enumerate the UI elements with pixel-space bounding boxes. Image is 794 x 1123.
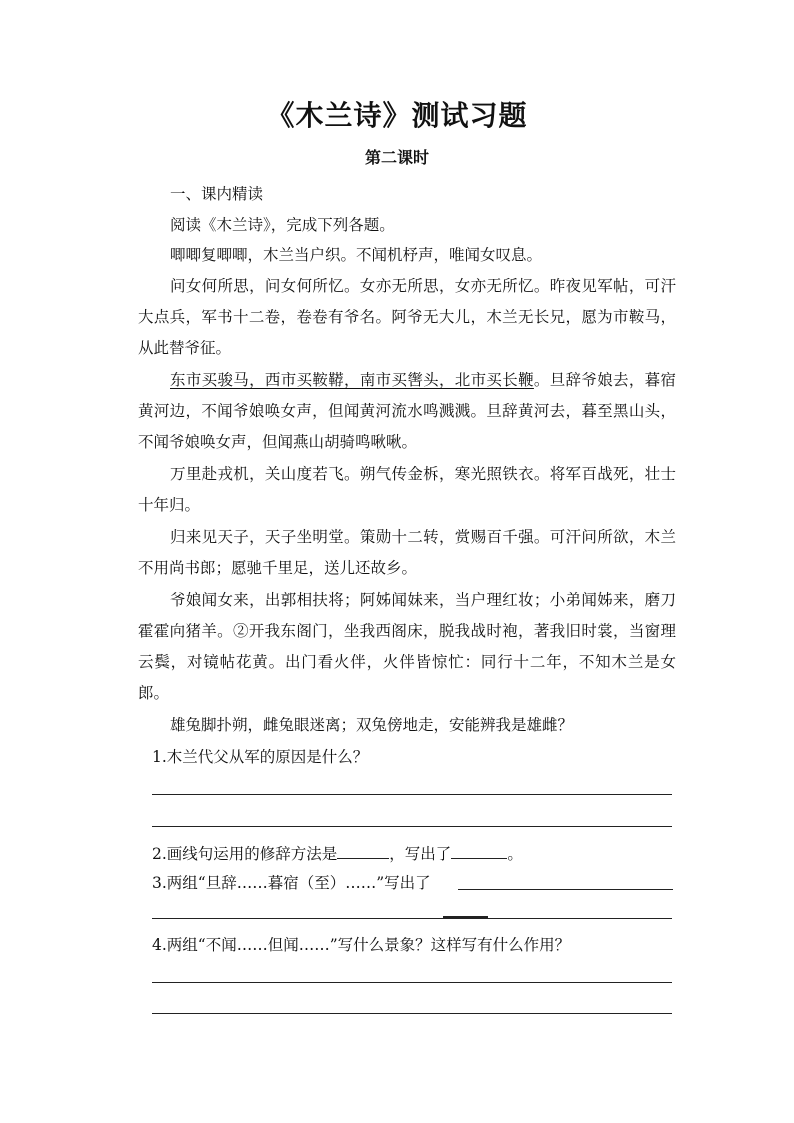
question-2	[152, 840, 523, 866]
answer-blank-q2-rhetoric[interactable]	[337, 840, 389, 859]
answer-line-q3-b[interactable]	[152, 918, 672, 919]
instruction-text: 阅读《木兰诗》，完成下列各题。	[170, 216, 395, 234]
question-3: 3.两组“旦辞……暮宿（至）……”写出了	[152, 874, 431, 892]
answer-line-q1-b[interactable]	[152, 826, 672, 827]
question-2-part-b: ，写出了	[389, 845, 452, 863]
answer-line-q4-a[interactable]	[152, 982, 672, 983]
poem-paragraph-7: 雄兔脚扑朔，雌兔眼迷离；双兔傍地走，安能辨我是雄雌？	[170, 716, 574, 734]
poem-paragraph-4: 万里赴戎机，关山度若飞。朔气传金柝，寒光照铁衣。将军百战死，壮士十年归。	[138, 465, 676, 514]
poem-paragraph-6: 爷娘闻女来，出郭相扶将；阿姊闻妹来，当户理红妆；小弟闻姊来，磨刀霍霍向猪羊。②开我东阁门，坐我西阁床，脱我战时袍，著我旧时裳，当窗理云鬓，对镜帖花黄。出门看火伴，火伴皆惊忙：同行十二年，不知木兰是女郎。	[138, 591, 676, 702]
answer-line-q4-b[interactable]	[152, 1013, 672, 1014]
answer-line-q3-mark	[443, 916, 488, 918]
page-subtitle: 第二课时	[364, 148, 429, 167]
poem-paragraph-5: 归来见天子，天子坐明堂。策勋十二转，赏赐百千强。可汗问所欲，木兰不用尚书郎；愿驰千里足，送儿还故乡。	[138, 528, 676, 577]
underlined-sentence: 东市买骏马，西市买鞍鞯，南市买辔头，北市买长鞭	[170, 371, 534, 389]
question-2-part-a: 2.画线句运用的修辞方法是	[152, 845, 338, 863]
poem-paragraph-1: 唧唧复唧唧，木兰当户织。不闻机杼声，唯闻女叹息。	[170, 246, 543, 264]
question-1: 1.木兰代父从军的原因是什么？	[152, 748, 369, 766]
poem-paragraph-2: 问女何所思，问女何所忆。女亦无所思，女亦无所忆。昨夜见军帖，可汗大点兵，军书十二卷，卷卷有爷名。阿爷无大儿，木兰无长兄，愿为市鞍马，从此替爷征。	[138, 277, 676, 357]
answer-line-q1-a[interactable]	[152, 794, 672, 795]
section-heading: 一、课内精读	[170, 185, 264, 203]
answer-line-q3-a[interactable]	[458, 889, 673, 890]
question-4: 4.两组“不闻……但闻……”写什么景象？这样写有什么作用？	[152, 936, 571, 954]
question-2-part-c: 。	[507, 845, 523, 863]
answer-blank-q2-content[interactable]	[451, 840, 507, 859]
poem-paragraph-3-rest: 。旦辞爷娘去，暮宿黄河边，不闻爷娘唤女声，但闻黄河流水鸣溅溅。旦辞黄河去，暮至黑山头，不闻爷娘唤女声，但闻燕山胡骑鸣啾啾。	[138, 371, 676, 451]
page-title: 《木兰诗》测试习题	[266, 99, 528, 132]
poem-paragraph-3	[138, 365, 676, 458]
